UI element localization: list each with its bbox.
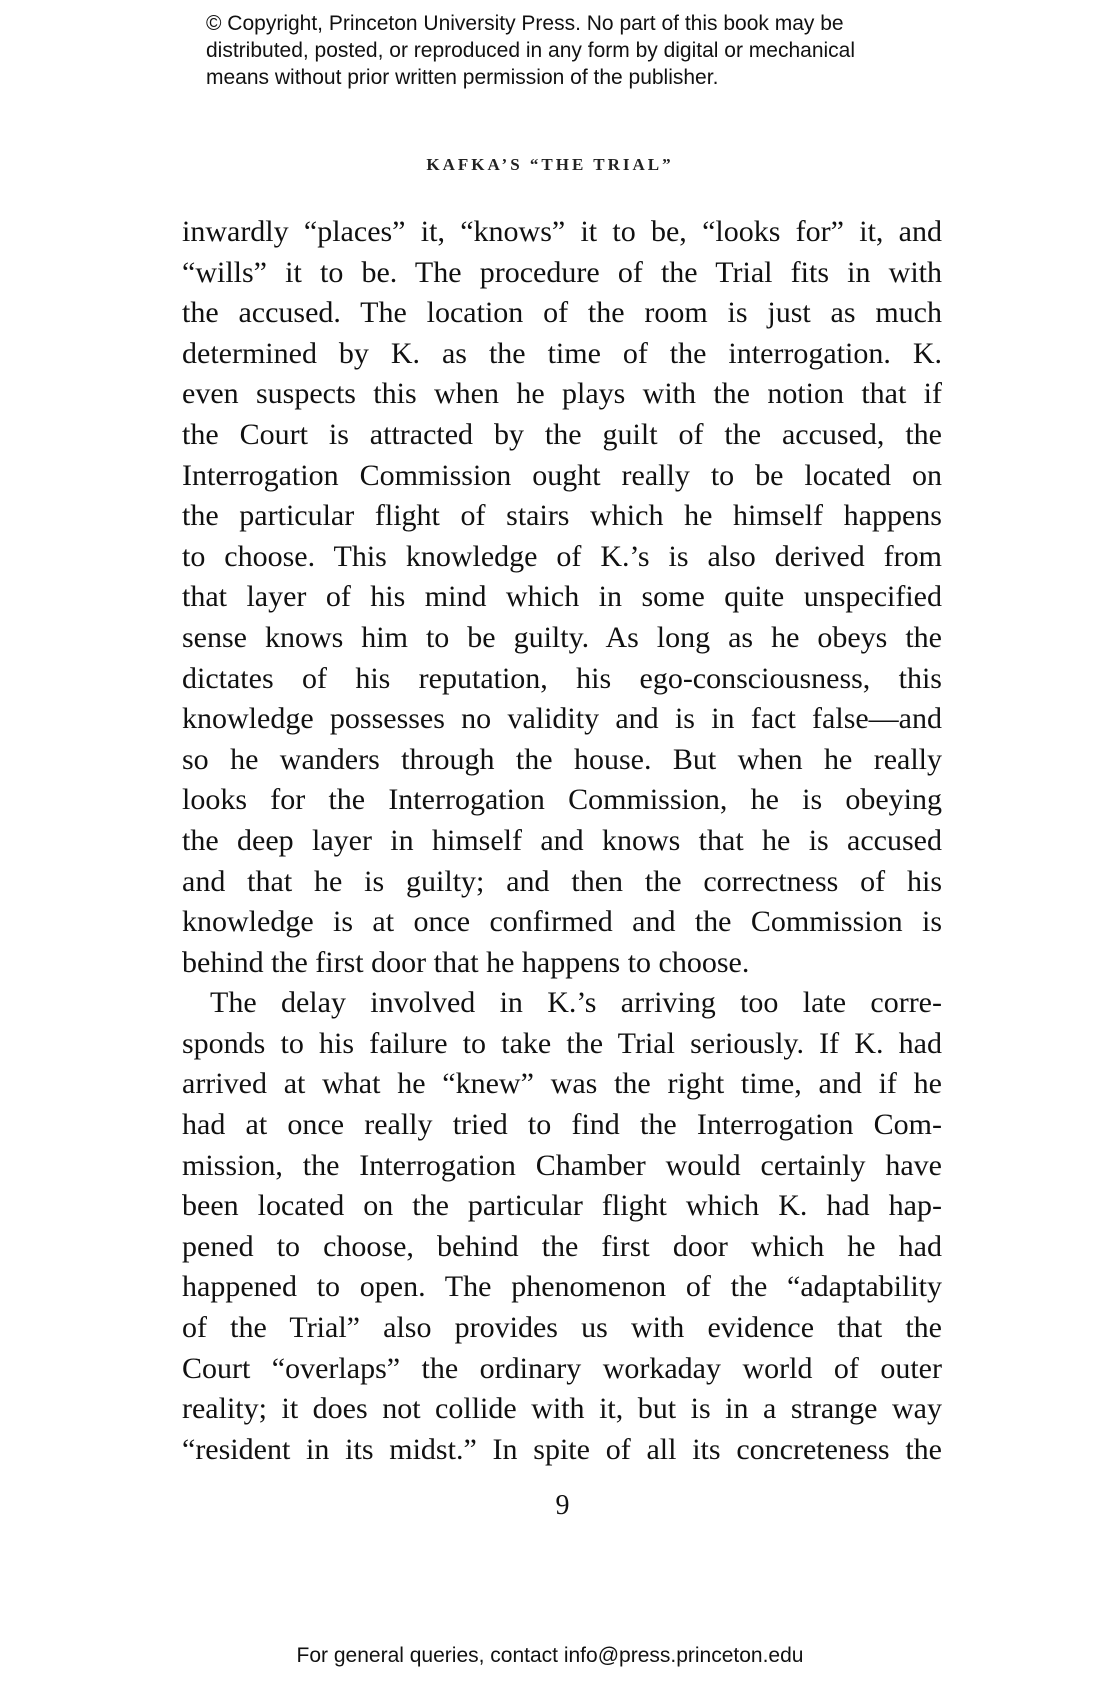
text-line: the particular flight of stairs which he himself happens (182, 499, 942, 533)
text-line: “wills” it to be. The procedure of the Trial fits in with (182, 255, 942, 289)
text-line: the deep layer in himself and knows that he is accused (182, 823, 942, 857)
text-line: arrived at what he “knew” was the right time, and if he (182, 1067, 942, 1101)
footer-contact: For general queries, contact info@press.princeton.edu (296, 1644, 804, 1667)
text-line: determined by K. as the time of the interrogation. K. (182, 336, 942, 370)
copyright-line: © Copyright, Princeton University Press. No part of this book may be (206, 12, 844, 35)
text-line: that layer of his mind which in some quite unspecified (182, 580, 942, 614)
text-line: knowledge possesses no validity and is in fact false—and (182, 702, 942, 736)
text-line: been located on the particular flight which K. had hap- (182, 1189, 942, 1223)
text-line: behind the first door that he happens to choose. (182, 945, 750, 979)
text-line: the Court is attracted by the guilt of the accused, the (182, 417, 942, 451)
text-line: happened to open. The phenomenon of the “adaptability (182, 1270, 942, 1304)
text-line: even suspects this when he plays with the notion that if (182, 377, 942, 411)
copyright-line: distributed, posted, or reproduced in any form by digital or mechanical (206, 39, 856, 62)
text-line: the accused. The location of the room is just as much (182, 296, 942, 330)
text-line: reality; it does not collide with it, but is in a strange way (182, 1392, 942, 1426)
text-line: looks for the Interrogation Commission, he is obeying (182, 783, 942, 817)
text-line: and that he is guilty; and then the correctness of his (182, 864, 942, 898)
text-line: so he wanders through the house. But when he really (182, 742, 942, 776)
text-line: of the Trial” also provides us with evidence that the (182, 1311, 942, 1345)
text-line: inwardly “places” it, “knows” it to be, “looks for” it, and (182, 215, 942, 248)
page-number: 9 (555, 1490, 570, 1521)
text-line: mission, the Interrogation Chamber would certainly have (182, 1148, 942, 1182)
text-line: knowledge is at once confirmed and the Commission is (182, 905, 942, 939)
paragraph-1 (182, 212, 942, 983)
body-text (182, 212, 942, 1470)
paragraph-2 (182, 983, 942, 1470)
text-line: dictates of his reputation, his ego-consciousness, this (182, 661, 942, 695)
text-line: had at once really tried to find the Interrogation Com- (182, 1108, 942, 1142)
text-line: “resident in its midst.” In spite of all its concreteness the (182, 1432, 942, 1466)
running-head: KAFKA’S “THE TRIAL” (426, 155, 674, 174)
copyright-notice (206, 10, 926, 91)
text-line: to choose. This knowledge of K.’s is also derived from (182, 539, 942, 573)
text-line: The delay involved in K.’s arriving too late corre- (210, 986, 942, 1020)
text-line: Court “overlaps” the ordinary workaday world of outer (182, 1351, 942, 1385)
text-line: sponds to his failure to take the Trial seriously. If K. had (182, 1026, 942, 1060)
text-line: pened to choose, behind the first door which he had (182, 1229, 942, 1263)
text-line: sense knows him to be guilty. As long as he obeys the (182, 620, 942, 654)
text-line: Interrogation Commission ought really to be located on (182, 458, 942, 492)
copyright-line: means without prior written permission of the publisher. (206, 66, 719, 89)
